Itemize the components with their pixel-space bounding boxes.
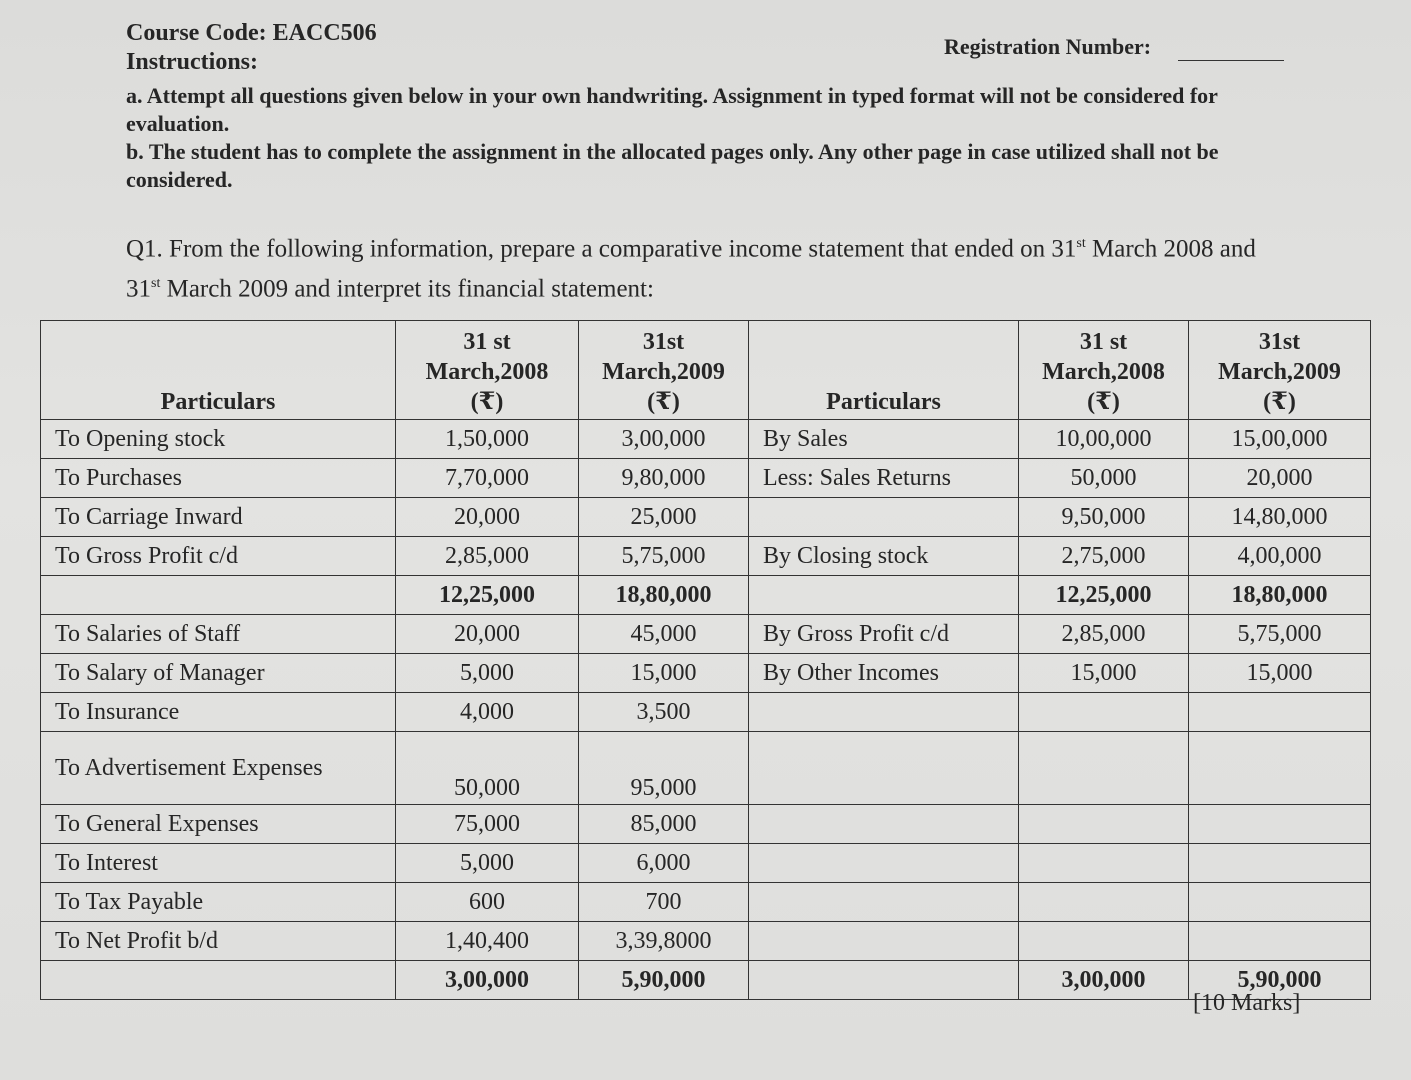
registration-blank-line: [1178, 60, 1284, 61]
cell-particulars-right: [749, 961, 1019, 1000]
cell-2009-left: 18,80,000: [579, 576, 749, 615]
cell-2009-left: 45,000: [579, 615, 749, 654]
cell-particulars-left: To Tax Payable: [41, 883, 396, 922]
cell-particulars-right: [749, 732, 1019, 805]
cell-particulars-right: [749, 693, 1019, 732]
cell-particulars-left: To Net Profit b/d: [41, 922, 396, 961]
cell-2009-right: [1189, 922, 1371, 961]
instruction-a: a. Attempt all questions given below in your own handwriting. Assignment in typed format will not be considered for evaluation.: [126, 83, 1218, 136]
course-code: Course Code: EACC506: [126, 20, 377, 46]
cell-2009-right: 14,80,000: [1189, 498, 1371, 537]
cell-2009-right: [1189, 883, 1371, 922]
cell-particulars-right: [749, 576, 1019, 615]
q1-text-part1: Q1. From the following information, prepare a comparative income statement that ended on 31: [126, 235, 1077, 263]
marks-label: [10 Marks]: [1193, 990, 1301, 1016]
table-total-row: [41, 961, 1371, 1000]
cell-2008-right: 10,00,000: [1019, 420, 1189, 459]
question-1: [126, 226, 1276, 307]
cell-particulars-left: To Advertisement Expenses: [41, 732, 396, 805]
table-row: [41, 805, 1371, 844]
q1-text-part2: March 2008 and 31: [126, 235, 1256, 303]
cell-particulars-right: [749, 844, 1019, 883]
header-particulars-right: Particulars: [749, 321, 1019, 420]
cell-2008-left: 12,25,000: [396, 576, 579, 615]
cell-2008-left: 5,000: [396, 844, 579, 883]
cell-2008-right: 2,85,000: [1019, 615, 1189, 654]
cell-2009-left: 3,500: [579, 693, 749, 732]
cell-particulars-left: To Opening stock: [41, 420, 396, 459]
cell-particulars-right: By Other Incomes: [749, 654, 1019, 693]
table-row: [41, 420, 1371, 459]
cell-2009-left: 85,000: [579, 805, 749, 844]
cell-2009-left: 5,90,000: [579, 961, 749, 1000]
cell-particulars-right: By Gross Profit c/d: [749, 615, 1019, 654]
cell-2009-left: 6,000: [579, 844, 749, 883]
cell-particulars-left: [41, 961, 396, 1000]
cell-2009-right: [1189, 844, 1371, 883]
cell-2009-right: 18,80,000: [1189, 576, 1371, 615]
instructions-title: Instructions:: [126, 49, 259, 75]
cell-2008-left: 4,000: [396, 693, 579, 732]
cell-2009-right: 20,000: [1189, 459, 1371, 498]
cell-2009-right: [1189, 732, 1371, 805]
cell-particulars-left: To Salaries of Staff: [41, 615, 396, 654]
cell-2009-right: 5,90,000: [1189, 961, 1371, 1000]
cell-particulars-left: To General Expenses: [41, 805, 396, 844]
cell-particulars-right: [749, 805, 1019, 844]
cell-2009-right: [1189, 805, 1371, 844]
header-2009-left: 31st March,2009 (₹): [579, 321, 749, 420]
cell-2009-left: 3,00,000: [579, 420, 749, 459]
cell-2008-left: 50,000: [396, 732, 579, 805]
header-2008-left: 31 st March,2008 (₹): [396, 321, 579, 420]
cell-particulars-right: Less: Sales Returns: [749, 459, 1019, 498]
cell-2009-left: 25,000: [579, 498, 749, 537]
cell-2008-right: 50,000: [1019, 459, 1189, 498]
cell-2008-right: [1019, 922, 1189, 961]
table-row: [41, 693, 1371, 732]
table-row: [41, 883, 1371, 922]
cell-2008-left: 2,85,000: [396, 537, 579, 576]
header-2008-right: 31 st March,2008 (₹): [1019, 321, 1189, 420]
table-row: [41, 615, 1371, 654]
header-2009-right: 31st March,2009 (₹): [1189, 321, 1371, 420]
q1-sup-2: st: [151, 276, 161, 292]
table-total-row: [41, 576, 1371, 615]
cell-2008-right: [1019, 693, 1189, 732]
cell-particulars-right: [749, 922, 1019, 961]
header-particulars-left: Particulars: [41, 321, 396, 420]
cell-2009-left: 5,75,000: [579, 537, 749, 576]
cell-particulars-left: To Gross Profit c/d: [41, 537, 396, 576]
table-row: [41, 844, 1371, 883]
cell-2009-right: 15,00,000: [1189, 420, 1371, 459]
income-statement-table: [40, 320, 1371, 1000]
cell-2009-left: 95,000: [579, 732, 749, 805]
cell-2008-right: 12,25,000: [1019, 576, 1189, 615]
cell-particulars-right: [749, 883, 1019, 922]
cell-particulars-left: To Carriage Inward: [41, 498, 396, 537]
cell-particulars-right: [749, 498, 1019, 537]
registration-label: Registration Number:: [944, 34, 1152, 59]
cell-2008-left: 3,00,000: [396, 961, 579, 1000]
table-row: [41, 498, 1371, 537]
cell-2008-right: 2,75,000: [1019, 537, 1189, 576]
cell-2009-left: 15,000: [579, 654, 749, 693]
cell-2008-right: 9,50,000: [1019, 498, 1189, 537]
cell-2009-right: [1189, 693, 1371, 732]
cell-2008-left: 5,000: [396, 654, 579, 693]
instruction-b: b. The student has to complete the assignment in the allocated pages only. Any other page in case utilized shall not be considered.: [126, 139, 1219, 192]
cell-2009-right: 15,000: [1189, 654, 1371, 693]
cell-2008-left: 600: [396, 883, 579, 922]
q1-text-part3: March 2009 and interpret its financial statement:: [160, 275, 654, 303]
cell-particulars-right: By Sales: [749, 420, 1019, 459]
cell-2008-left: 20,000: [396, 498, 579, 537]
table-row: [41, 732, 1371, 805]
cell-2008-left: 1,50,000: [396, 420, 579, 459]
table-row: [41, 459, 1371, 498]
cell-2009-left: 9,80,000: [579, 459, 749, 498]
cell-2008-right: [1019, 883, 1189, 922]
table-row: [41, 654, 1371, 693]
cell-2009-right: 5,75,000: [1189, 615, 1371, 654]
cell-2008-left: 20,000: [396, 615, 579, 654]
cell-particulars-left: To Interest: [41, 844, 396, 883]
cell-particulars-left: To Salary of Manager: [41, 654, 396, 693]
cell-2008-left: 1,40,400: [396, 922, 579, 961]
cell-2008-right: 15,000: [1019, 654, 1189, 693]
cell-2008-right: [1019, 844, 1189, 883]
cell-2009-left: 700: [579, 883, 749, 922]
cell-2008-left: 7,70,000: [396, 459, 579, 498]
cell-particulars-right: By Closing stock: [749, 537, 1019, 576]
cell-particulars-left: [41, 576, 396, 615]
table-header-row: [41, 321, 1371, 420]
cell-2008-right: [1019, 805, 1189, 844]
table-row: [41, 537, 1371, 576]
cell-2009-left: 3,39,8000: [579, 922, 749, 961]
cell-2009-right: 4,00,000: [1189, 537, 1371, 576]
cell-2008-right: [1019, 732, 1189, 805]
cell-2008-left: 75,000: [396, 805, 579, 844]
cell-particulars-left: To Purchases: [41, 459, 396, 498]
q1-sup-1: st: [1076, 236, 1086, 251]
cell-2008-right: 3,00,000: [1019, 961, 1189, 1000]
cell-particulars-left: To Insurance: [41, 693, 396, 732]
table-row: [41, 922, 1371, 961]
